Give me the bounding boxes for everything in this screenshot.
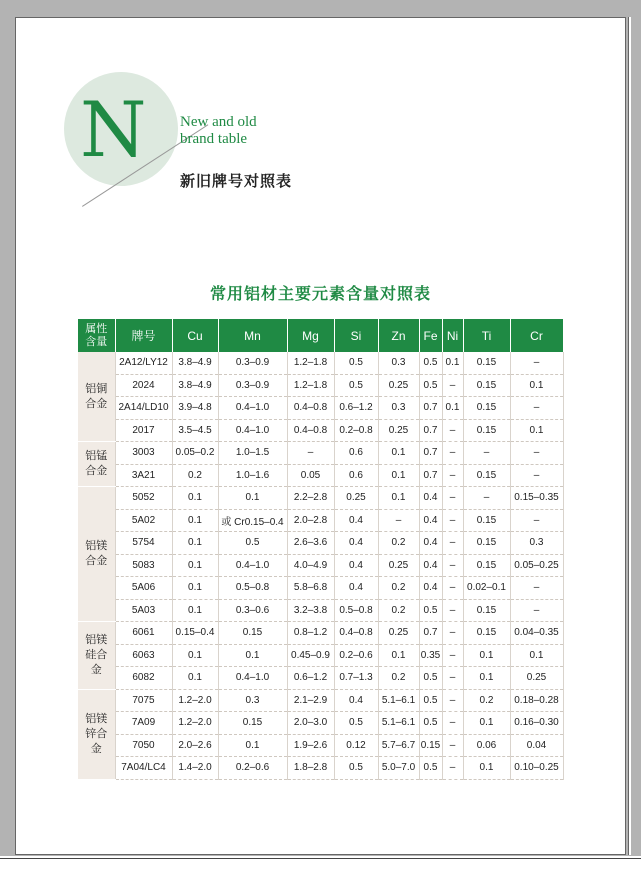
cell-mg: 5.8–6.8 [287, 577, 334, 600]
table-row [78, 689, 563, 712]
cell-cu: 0.15–0.4 [172, 622, 218, 645]
table-header-row [78, 319, 563, 352]
cell-brand: 5A06 [115, 577, 172, 600]
cell-mg: 2.1–2.9 [287, 689, 334, 712]
cell-cu: 0.1 [172, 577, 218, 600]
table-row [78, 397, 563, 420]
cell-mg: 0.4–0.8 [287, 397, 334, 420]
cell-cr: – [510, 577, 563, 600]
cell-ni: – [442, 464, 463, 487]
alloy-group-label [78, 487, 115, 622]
table-row [78, 734, 563, 757]
cell-zn: 0.25 [378, 374, 419, 397]
cell-si: 0.2–0.6 [334, 644, 378, 667]
cell-cu: 2.0–2.6 [172, 734, 218, 757]
cell-si: 0.5 [334, 757, 378, 780]
cell-mn: 0.3–0.6 [218, 599, 287, 622]
cell-si: 0.4 [334, 554, 378, 577]
table-body [78, 352, 563, 779]
cell-zn: 0.2 [378, 577, 419, 600]
cell-ni: – [442, 577, 463, 600]
table-row [78, 757, 563, 780]
cell-si: 0.5–0.8 [334, 599, 378, 622]
cell-si: 0.25 [334, 487, 378, 510]
cell-zn: 0.25 [378, 419, 419, 442]
cell-fe: 0.7 [419, 397, 442, 420]
cell-cr: 0.10–0.25 [510, 757, 563, 780]
element-content-table [78, 319, 564, 780]
cell-brand: 3A21 [115, 464, 172, 487]
cell-cr: 0.1 [510, 374, 563, 397]
cell-brand: 7075 [115, 689, 172, 712]
cell-ni: – [442, 532, 463, 555]
alloy-group-label-line: 铝镁 [85, 540, 108, 552]
cell-zn: 0.3 [378, 352, 419, 374]
cell-brand: 6061 [115, 622, 172, 645]
cell-mn: 或 Cr0.15–0.4 [218, 509, 287, 532]
cell-ti: 0.1 [463, 667, 510, 690]
table-row [78, 464, 563, 487]
page-right-edge [628, 17, 631, 855]
cell-si: 0.5 [334, 374, 378, 397]
header-zn: Zn [378, 319, 419, 352]
header-si: Si [334, 319, 378, 352]
cell-mg: 1.2–1.8 [287, 352, 334, 374]
page-bottom-border [0, 858, 641, 859]
cell-ti: – [463, 487, 510, 510]
cell-brand: 7050 [115, 734, 172, 757]
cell-cu: 0.05–0.2 [172, 442, 218, 465]
cell-ni: – [442, 689, 463, 712]
cell-mn: 0.3 [218, 689, 287, 712]
table-row [78, 487, 563, 510]
cell-ni: – [442, 734, 463, 757]
cell-fe: 0.4 [419, 554, 442, 577]
alloy-group-label-line: 合金 [85, 397, 108, 410]
cell-cu: 0.1 [172, 509, 218, 532]
header-mn: Mn [218, 319, 287, 352]
cell-ti: 0.1 [463, 757, 510, 780]
cell-fe: 0.7 [419, 464, 442, 487]
cell-si: 0.4 [334, 577, 378, 600]
cell-si: 0.4 [334, 509, 378, 532]
cell-fe: 0.5 [419, 667, 442, 690]
alloy-group-label [78, 442, 115, 487]
cell-brand: 5A03 [115, 599, 172, 622]
cell-fe: 0.15 [419, 734, 442, 757]
cell-ti: 0.15 [463, 554, 510, 577]
cell-mg: 1.2–1.8 [287, 374, 334, 397]
cell-ni: – [442, 757, 463, 780]
cell-ti: 0.02–0.1 [463, 577, 510, 600]
cell-ti: – [463, 442, 510, 465]
cell-zn: 0.2 [378, 667, 419, 690]
table-row [78, 577, 563, 600]
cell-ni: – [442, 487, 463, 510]
header-property-line-2: 含量 [85, 335, 108, 348]
cell-ti: 0.15 [463, 622, 510, 645]
brand-chinese-title: 新旧牌号对照表 [180, 172, 293, 190]
cell-zn: 5.1–6.1 [378, 689, 419, 712]
cell-brand: 2017 [115, 419, 172, 442]
cell-zn: 0.1 [378, 442, 419, 465]
table-row [78, 419, 563, 442]
header-fe: Fe [419, 319, 442, 352]
cell-si: 0.6 [334, 442, 378, 465]
cell-mg: 0.05 [287, 464, 334, 487]
cell-ti: 0.15 [463, 464, 510, 487]
cell-mn: 0.3–0.9 [218, 352, 287, 374]
cell-ti: 0.1 [463, 644, 510, 667]
cell-mn: 0.2–0.6 [218, 757, 287, 780]
cell-cr: 0.04 [510, 734, 563, 757]
table-row [78, 532, 563, 555]
table-title: 常用铝材主要元素含量对照表 [209, 286, 431, 303]
cell-ti: 0.15 [463, 599, 510, 622]
cell-fe: 0.4 [419, 509, 442, 532]
cell-zn: 0.25 [378, 622, 419, 645]
header-brand: 牌号 [115, 319, 172, 352]
cell-ni: – [442, 712, 463, 735]
cell-cu: 3.9–4.8 [172, 397, 218, 420]
cell-fe: 0.5 [419, 689, 442, 712]
cell-brand: 2A14/LD10 [115, 397, 172, 420]
cell-mg: 1.9–2.6 [287, 734, 334, 757]
cell-ti: 0.15 [463, 374, 510, 397]
cell-mn: 0.1 [218, 644, 287, 667]
cell-zn: 5.1–6.1 [378, 712, 419, 735]
cell-mn: 0.4–1.0 [218, 419, 287, 442]
cell-si: 0.2–0.8 [334, 419, 378, 442]
cell-cu: 3.8–4.9 [172, 374, 218, 397]
cell-si: 0.7–1.3 [334, 667, 378, 690]
table-row [78, 667, 563, 690]
alloy-group-label-line: 合金 [85, 465, 108, 477]
cell-brand: 3003 [115, 442, 172, 465]
cell-ti: 0.15 [463, 532, 510, 555]
cell-mg: 3.2–3.8 [287, 599, 334, 622]
alloy-group-label-line: 硅合 [85, 648, 108, 661]
cell-zn: 0.1 [378, 487, 419, 510]
cell-ni: – [442, 622, 463, 645]
cell-ti: 0.2 [463, 689, 510, 712]
alloy-group-label [78, 622, 115, 690]
cell-cr: – [510, 352, 563, 374]
cell-ti: 0.06 [463, 734, 510, 757]
cell-cu: 3.8–4.9 [172, 352, 218, 374]
cell-zn: 0.25 [378, 554, 419, 577]
cell-mn: 1.0–1.6 [218, 464, 287, 487]
cell-ni: – [442, 667, 463, 690]
cell-cr: – [510, 442, 563, 465]
alloy-group-label-line: 铝镁 [85, 712, 108, 725]
cell-fe: 0.5 [419, 374, 442, 397]
alloy-group-label-line: 金 [90, 742, 102, 755]
table-row [78, 509, 563, 532]
cell-mn: 0.5 [218, 532, 287, 555]
cell-zn: 0.1 [378, 644, 419, 667]
header-property [78, 319, 115, 352]
cell-ni: – [442, 554, 463, 577]
cell-zn: – [378, 509, 419, 532]
cell-mg: 1.8–2.8 [287, 757, 334, 780]
cell-zn: 0.2 [378, 532, 419, 555]
cell-cr: – [510, 464, 563, 487]
cell-zn: 5.7–6.7 [378, 734, 419, 757]
brand-english-line-2: brand table [180, 131, 248, 147]
cell-cu: 1.2–2.0 [172, 712, 218, 735]
cell-brand: 5754 [115, 532, 172, 555]
cell-mn: 0.4–1.0 [218, 667, 287, 690]
cell-cu: 0.1 [172, 667, 218, 690]
cell-si: 0.12 [334, 734, 378, 757]
cell-cu: 0.1 [172, 532, 218, 555]
cell-ti: 0.15 [463, 352, 510, 374]
cell-si: 0.4–0.8 [334, 622, 378, 645]
cell-ni: – [442, 374, 463, 397]
cell-ni: – [442, 419, 463, 442]
cell-fe: 0.7 [419, 622, 442, 645]
alloy-group-label [78, 352, 115, 442]
cell-brand: 6082 [115, 667, 172, 690]
cell-ti: 0.1 [463, 712, 510, 735]
cell-si: 0.5 [334, 352, 378, 374]
alloy-group-label [78, 689, 115, 779]
cell-mg: 2.0–2.8 [287, 509, 334, 532]
cell-mn: 0.3–0.9 [218, 374, 287, 397]
header-property-line-1: 属性 [85, 322, 108, 335]
cell-fe: 0.7 [419, 419, 442, 442]
cell-brand: 6063 [115, 644, 172, 667]
cell-ti: 0.15 [463, 397, 510, 420]
cell-ni: 0.1 [442, 397, 463, 420]
cell-ni: – [442, 644, 463, 667]
cell-cr: – [510, 599, 563, 622]
cell-mg: 4.0–4.9 [287, 554, 334, 577]
table-row [78, 622, 563, 645]
cell-ni: 0.1 [442, 352, 463, 374]
cell-cu: 0.2 [172, 464, 218, 487]
cell-mg: 0.45–0.9 [287, 644, 334, 667]
table-row [78, 554, 563, 577]
alloy-group-label-line: 铝铜 [85, 382, 108, 395]
cell-fe: 0.5 [419, 712, 442, 735]
table-row [78, 352, 563, 374]
cell-cr: – [510, 509, 563, 532]
page-bottom-area [0, 856, 641, 878]
cell-cr: 0.25 [510, 667, 563, 690]
cell-ti: 0.15 [463, 419, 510, 442]
header-cu: Cu [172, 319, 218, 352]
cell-cu: 0.1 [172, 487, 218, 510]
cell-fe: 0.35 [419, 644, 442, 667]
cell-mn: 0.1 [218, 734, 287, 757]
cell-cr: 0.3 [510, 532, 563, 555]
cell-cr: 0.15–0.35 [510, 487, 563, 510]
cell-cr: 0.16–0.30 [510, 712, 563, 735]
cell-si: 0.4 [334, 689, 378, 712]
cell-mg: 2.0–3.0 [287, 712, 334, 735]
cell-cr: 0.05–0.25 [510, 554, 563, 577]
header-ti: Ti [463, 319, 510, 352]
cell-brand: 7A09 [115, 712, 172, 735]
cell-brand: 7A04/LC4 [115, 757, 172, 780]
cell-mg: 2.6–3.6 [287, 532, 334, 555]
header-cr: Cr [510, 319, 563, 352]
alloy-group-label-line: 合金 [85, 555, 108, 567]
cell-ni: – [442, 509, 463, 532]
cell-fe: 0.4 [419, 577, 442, 600]
cell-cu: 1.4–2.0 [172, 757, 218, 780]
cell-mg: 0.4–0.8 [287, 419, 334, 442]
cell-cr: 0.18–0.28 [510, 689, 563, 712]
cell-mg: 2.2–2.8 [287, 487, 334, 510]
cell-mn: 0.4–1.0 [218, 554, 287, 577]
cell-brand: 5052 [115, 487, 172, 510]
cell-ni: – [442, 442, 463, 465]
cell-mn: 0.1 [218, 487, 287, 510]
table-row [78, 644, 563, 667]
cell-si: 0.6–1.2 [334, 397, 378, 420]
cell-mn: 0.5–0.8 [218, 577, 287, 600]
brand-letter: N [80, 85, 147, 174]
brand-english-line-1: New and old [180, 114, 257, 130]
cell-fe: 0.5 [419, 352, 442, 374]
cell-si: 0.4 [334, 532, 378, 555]
table-row [78, 374, 563, 397]
cell-brand: 2024 [115, 374, 172, 397]
alloy-group-label-line: 金 [90, 663, 102, 676]
cell-fe: 0.4 [419, 532, 442, 555]
table-row [78, 599, 563, 622]
cell-zn: 0.1 [378, 464, 419, 487]
cell-brand: 2A12/LY12 [115, 352, 172, 374]
alloy-group-label-line: 锌合 [85, 727, 108, 740]
cell-ti: 0.15 [463, 509, 510, 532]
cell-ni: – [442, 599, 463, 622]
cell-mn: 0.15 [218, 622, 287, 645]
header-mg: Mg [287, 319, 334, 352]
cell-brand: 5A02 [115, 509, 172, 532]
cell-cr: 0.04–0.35 [510, 622, 563, 645]
cell-mn: 0.4–1.0 [218, 397, 287, 420]
cell-zn: 5.0–7.0 [378, 757, 419, 780]
cell-mg: 0.6–1.2 [287, 667, 334, 690]
cell-si: 0.5 [334, 712, 378, 735]
cell-fe: 0.5 [419, 757, 442, 780]
cell-mn: 0.15 [218, 712, 287, 735]
cell-fe: 0.4 [419, 487, 442, 510]
cell-cu: 3.5–4.5 [172, 419, 218, 442]
cell-cu: 0.1 [172, 644, 218, 667]
cell-cr: 0.1 [510, 419, 563, 442]
cell-fe: 0.7 [419, 442, 442, 465]
header-ni: Ni [442, 319, 463, 352]
cell-cr: 0.1 [510, 644, 563, 667]
cell-brand: 5083 [115, 554, 172, 577]
cell-si: 0.6 [334, 464, 378, 487]
cell-cu: 0.1 [172, 599, 218, 622]
cell-mg: – [287, 442, 334, 465]
cell-mn: 1.0–1.5 [218, 442, 287, 465]
alloy-group-label-line: 铝镁 [85, 633, 108, 646]
cell-cu: 1.2–2.0 [172, 689, 218, 712]
cell-zn: 0.2 [378, 599, 419, 622]
cell-zn: 0.3 [378, 397, 419, 420]
table-row [78, 442, 563, 465]
alloy-group-label-line: 铝锰 [85, 450, 108, 462]
cell-cr: – [510, 397, 563, 420]
cell-cu: 0.1 [172, 554, 218, 577]
cell-mg: 0.8–1.2 [287, 622, 334, 645]
cell-fe: 0.5 [419, 599, 442, 622]
table-row [78, 712, 563, 735]
